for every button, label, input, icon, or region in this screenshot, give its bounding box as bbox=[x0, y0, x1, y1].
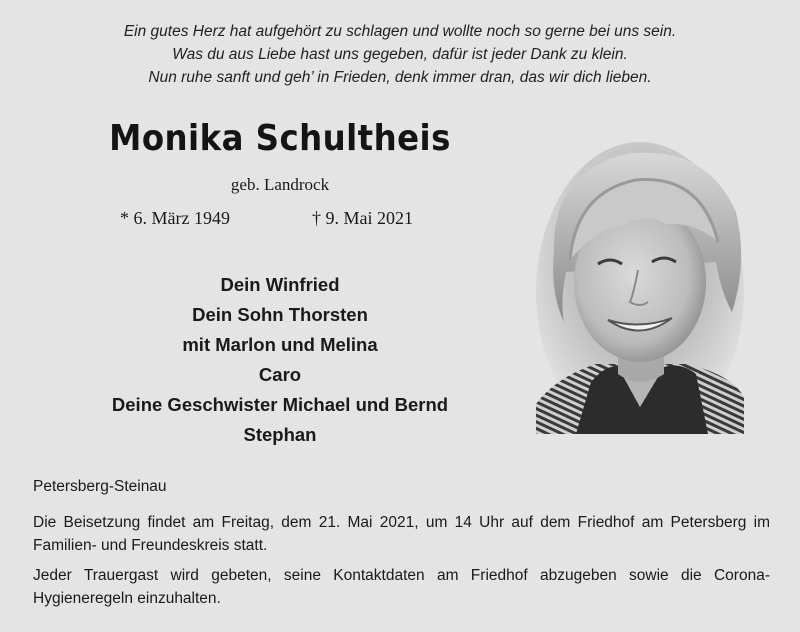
death-date: † 9. Mai 2021 bbox=[312, 208, 413, 228]
maiden-name: geb. Landrock bbox=[230, 175, 330, 194]
mourner-line: Dein Sohn Thorsten bbox=[192, 304, 368, 325]
deceased-name: Monika Schultheis bbox=[109, 118, 451, 159]
portrait-photo bbox=[536, 142, 744, 434]
memorial-verse bbox=[0, 20, 800, 89]
verse-line: Nun ruhe sanft und geh’ in Frieden, denk immer dran, das wir dich lieben. bbox=[148, 69, 652, 86]
mourner-line: mit Marlon und Melina bbox=[182, 334, 378, 355]
mourner-line: Deine Geschwister Michael und Bernd bbox=[111, 394, 449, 415]
mourner-line: Stephan bbox=[243, 424, 317, 445]
location: Petersberg-Steinau bbox=[33, 478, 167, 495]
mourners-list bbox=[0, 270, 560, 450]
verse-line: Ein gutes Herz hat aufgehört zu schlagen und wollte noch so gerne bei uns sein. bbox=[123, 23, 677, 40]
birth-date: * 6. März 1949 bbox=[120, 208, 230, 228]
funeral-notice: Die Beisetzung findet am Freitag, dem 21. Mai 2021, um 14 Uhr auf dem Friedhof am Petersberg im Familien- und Freundeskreis statt. bbox=[33, 514, 770, 554]
corona-notice: Jeder Trauergast wird gebeten, seine Kontaktdaten am Friedhof abzugeben sowie die Corona-Hygieneregeln einzuhalten. bbox=[33, 567, 770, 607]
mourner-line: Caro bbox=[258, 364, 302, 385]
verse-line: Was du aus Liebe hast uns gegeben, dafür ist jeder Dank zu klein. bbox=[172, 46, 628, 63]
mourner-line: Dein Winfried bbox=[220, 274, 340, 295]
